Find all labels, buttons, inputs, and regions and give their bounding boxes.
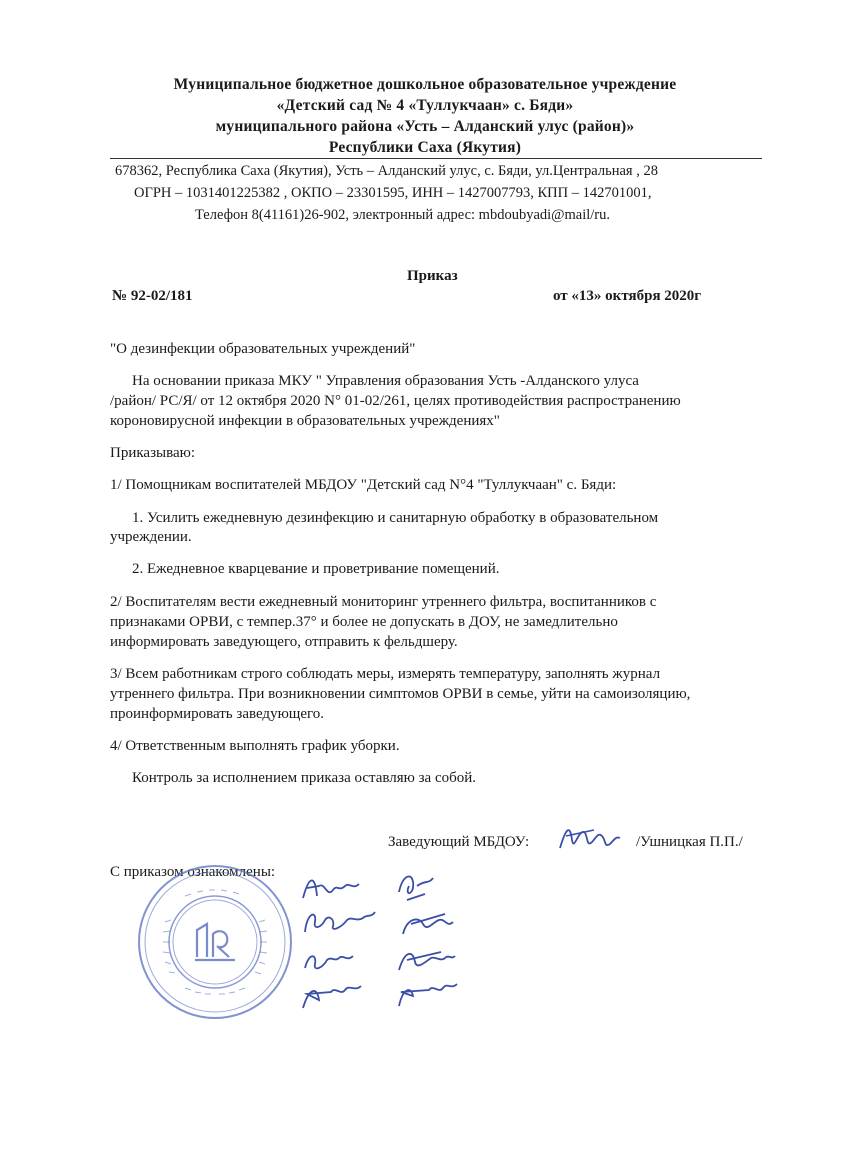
institution-seal — [135, 862, 295, 1022]
paragraph-1-1-line-1: 1. Усилить ежедневную дезинфекцию и санитарную обработку в образовательном — [132, 510, 659, 526]
paragraph-1: 1/ Помощникам воспитателей МБДОУ "Детский сад N°4 "Туллукчаан" с. Бяди: — [110, 477, 617, 493]
paragraph-1-2: 2. Ежедневное кварцевание и проветривание помещений. — [132, 561, 500, 577]
director-signature — [556, 818, 628, 860]
paragraph-2-line-2: признаками ОРВИ, с темпер.37° и более не допускать в ДОУ, не замедлительно — [110, 614, 618, 630]
basis-line-2: /район/ РС/Я/ от 12 октября 2020 N° 01-02/261, целях противодействия распространению — [110, 393, 681, 409]
paragraph-3-line-3: проинформировать заведующего. — [110, 706, 325, 722]
address-line: 678362, Республика Саха (Якутия), Усть – Алданский улус, с. Бяди, ул.Центральная , 28 — [115, 163, 658, 179]
staff-signatures — [295, 862, 485, 1022]
acknowledged-label: С приказом ознакомлены: — [110, 864, 276, 880]
paragraph-4: 4/ Ответственным выполнять график уборки. — [110, 738, 400, 754]
institution-name-line2: «Детский сад № 4 «Туллукчаан» с. Бяди» — [276, 97, 574, 114]
signatory-position: Заведующий МБДОУ: — [388, 834, 530, 850]
phone-email-line: Телефон 8(41161)26-902, электронный адрес: mbdoubyadi@mail/ru. — [195, 207, 611, 223]
header-divider — [110, 158, 762, 159]
registration-ids-line: ОГРН – 1031401225382 , ОКПО – 23301595, ИНН – 1427007793, КПП – 142701001, — [134, 185, 652, 201]
institution-name-line3: муниципального района «Усть – Алданский улус (район)» — [215, 118, 635, 135]
signatory-name: /Ушницкая П.П./ — [636, 834, 743, 850]
control-line: Контроль за исполнением приказа оставляю за собой. — [132, 770, 477, 786]
paragraph-3-line-1: 3/ Всем работникам строго соблюдать меры, измерять температуру, заполнять журнал — [110, 666, 661, 682]
order-number: № 92-02/181 — [112, 288, 193, 304]
order-subject: "О дезинфекции образовательных учреждений" — [110, 341, 416, 357]
order-date: от «13» октября 2020г — [553, 288, 702, 304]
order-word: Приказываю: — [110, 445, 195, 461]
basis-line-3: короновирусной инфекции в образовательных учреждениях" — [110, 413, 500, 429]
paragraph-3-line-2: утреннего фильтра. При возникновении симптомов ОРВИ в семье, уйти на самоизоляцию, — [110, 686, 691, 702]
paragraph-1-1-line-2: учреждении. — [110, 529, 192, 545]
order-title: Приказ — [407, 268, 458, 284]
institution-name-line4: Республики Саха (Якутия) — [328, 139, 522, 156]
paragraph-2-line-1: 2/ Воспитателям вести ежедневный мониторинг утреннего фильтра, воспитанников с — [110, 594, 657, 610]
institution-name-line1: Муниципальное бюджетное дошкольное образовательное учреждение — [173, 76, 677, 93]
paragraph-2-line-3: информировать заведующего, отправить к фельдшеру. — [110, 634, 458, 650]
basis-line-1: На основании приказа МКУ " Управления образования Усть -Алданского улуса — [132, 373, 639, 389]
